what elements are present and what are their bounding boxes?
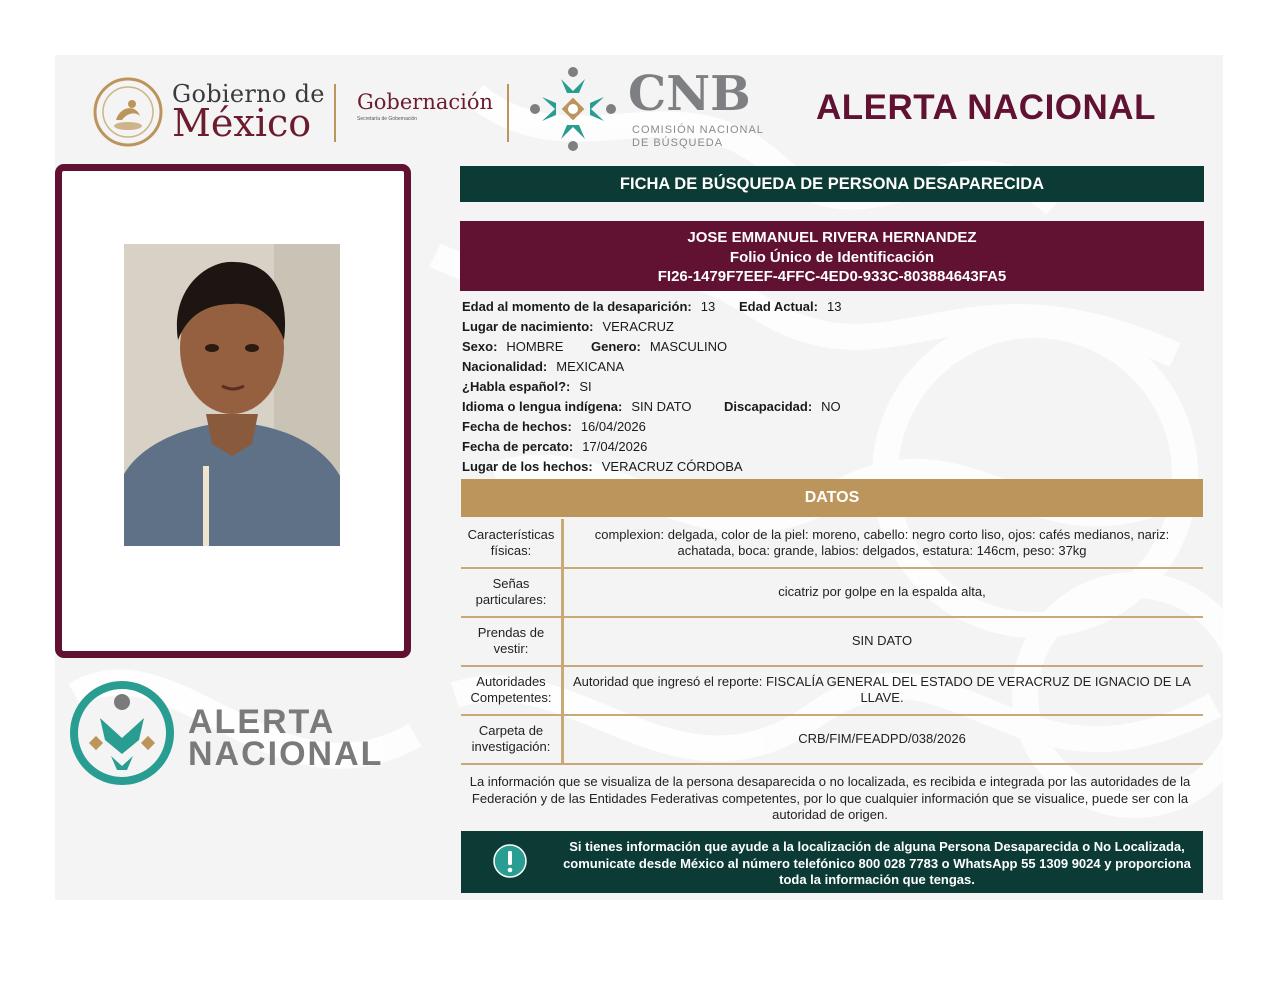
datos-value: SIN DATO — [851, 633, 913, 648]
datos-divider — [561, 617, 564, 665]
field-fecha-hechos — [462, 419, 646, 434]
cnb-logo-icon — [527, 63, 619, 155]
alerta-nacional-logo-line1: ALERTA — [188, 703, 336, 741]
contact-text: Si tienes información que ayude a la localización de alguna Persona Desaparecida o No Localizada, comunicate desde México al número telefónico 800 028 7783 o WhatsApp 55 1309 9024 y proporciona toda la información que tengas. — [563, 839, 1191, 887]
escudo-nacional-logo — [92, 76, 164, 148]
cnb-name-line2: DE BÚSQUEDA — [632, 137, 724, 149]
header-divider — [507, 84, 509, 142]
datos-value: Autoridad que ingresó el reporte: FISCALÍA GENERAL DEL ESTADO DE VERACRUZ DE IGNACIO DE LA LLAVE. — [573, 674, 1191, 705]
field-label: Lugar de los hechos: — [462, 459, 593, 474]
field-label: Genero: — [591, 339, 641, 354]
folio-value: FI26-1479F7EEF-4FFC-4ED0-933C-803884643FA5 — [657, 268, 1007, 285]
field-label: ¿Habla español?: — [462, 379, 571, 394]
field-fecha-percato — [462, 439, 647, 454]
ficha-banner: FICHA DE BÚSQUEDA DE PERSONA DESAPARECIDA — [460, 166, 1204, 202]
field-value: HOMBRE — [506, 339, 564, 354]
datos-row-senas — [461, 568, 1203, 618]
datos-value: CRB/FIM/FEADPD/038/2026 — [798, 731, 966, 746]
datos-label: Características físicas: — [467, 527, 555, 558]
datos-value: complexion: delgada, color de la piel: moreno, cabello: negro corto liso, ojos: cafés medianos, nariz: achatada, boca: grande, labios: delgados, estatura: 146cm, peso: 37kg — [594, 527, 1170, 558]
field-value: NO — [821, 399, 841, 414]
field-label: Lugar de nacimiento: — [462, 319, 594, 334]
field-value: 17/04/2026 — [582, 439, 648, 454]
field-lugar-nacimiento — [462, 319, 674, 334]
contact-banner — [461, 831, 1203, 893]
folio-label: Folio Único de Identificación — [729, 248, 935, 266]
person-name-box — [460, 221, 1204, 291]
field-sexo — [462, 339, 563, 354]
datos-row-autoridades — [461, 666, 1203, 716]
field-label: Fecha de percato: — [462, 439, 574, 454]
datos-divider — [561, 666, 564, 714]
field-habla-espanol — [462, 379, 592, 394]
datos-label: Prendas de vestir: — [477, 625, 545, 656]
gobierno-line1: Gobierno de — [172, 80, 325, 108]
exclamation-icon — [493, 844, 527, 878]
person-name: JOSE EMMANUEL RIVERA HERNANDEZ — [687, 229, 977, 246]
datos-row-carpeta — [461, 715, 1203, 765]
datos-row-caracteristicas — [461, 519, 1203, 569]
field-value: 13 — [826, 299, 842, 314]
alerta-nacional-logo-icon — [69, 680, 175, 786]
datos-value: cicatriz por golpe en la espalda alta, — [778, 584, 986, 599]
field-label: Edad al momento de la desaparición: — [462, 299, 692, 314]
field-value: 16/04/2026 — [580, 419, 646, 434]
field-value: 13 — [700, 299, 716, 314]
field-nacionalidad — [462, 359, 624, 374]
field-value: SI — [579, 379, 592, 394]
cnb-acronym: CNB — [628, 66, 751, 122]
field-edad-actual — [739, 299, 841, 314]
alerta-nacional-logo-line2: NACIONAL — [188, 735, 384, 773]
gobernacion-name: Gobernación — [357, 90, 494, 114]
disclaimer: La información que se visualiza de la persona desaparecida o no localizada, es recibida e integrada por las autoridades de la Federación y de las Entidades Federativas competentes, por lo que cualquier información que se visualice, puede ser con la autoridad de origen. — [469, 774, 1191, 822]
field-edad-desaparicion — [462, 299, 715, 314]
field-label: Nacionalidad: — [462, 359, 548, 374]
field-label: Edad Actual: — [739, 299, 818, 314]
field-label: Discapacidad: — [724, 399, 813, 414]
alert-title: ALERTA NACIONAL — [816, 88, 1156, 127]
datos-divider — [561, 519, 564, 567]
datos-divider — [561, 715, 564, 763]
field-value: MASCULINO — [649, 339, 728, 354]
datos-label: Señas particulares: — [475, 576, 547, 607]
datos-header: DATOS — [461, 479, 1203, 517]
field-genero — [591, 339, 727, 354]
datos-label: Autoridades Competentes: — [470, 674, 552, 705]
missing-person-photo — [124, 244, 340, 546]
field-label: Fecha de hechos: — [462, 419, 572, 434]
field-discapacidad — [724, 399, 841, 414]
field-value: SIN DATO — [631, 399, 692, 414]
field-value: MEXICANA — [556, 359, 625, 374]
field-value: VERACRUZ CÓRDOBA — [601, 459, 743, 474]
field-value: VERACRUZ — [602, 319, 674, 334]
datos-row-prendas — [461, 617, 1203, 667]
header-divider — [334, 84, 336, 142]
gobernacion-sub: Secretaría de Gobernación — [357, 116, 418, 122]
datos-label: Carpeta de investigación: — [471, 723, 551, 754]
field-idioma — [462, 399, 692, 414]
cnb-name-line1: COMISIÓN NACIONAL — [632, 124, 764, 136]
field-lugar-hechos — [462, 459, 743, 474]
datos-divider — [561, 568, 564, 616]
gobierno-line2: México — [172, 101, 312, 145]
field-label: Sexo: — [462, 339, 498, 354]
field-label: Idioma o lengua indígena: — [462, 399, 623, 414]
